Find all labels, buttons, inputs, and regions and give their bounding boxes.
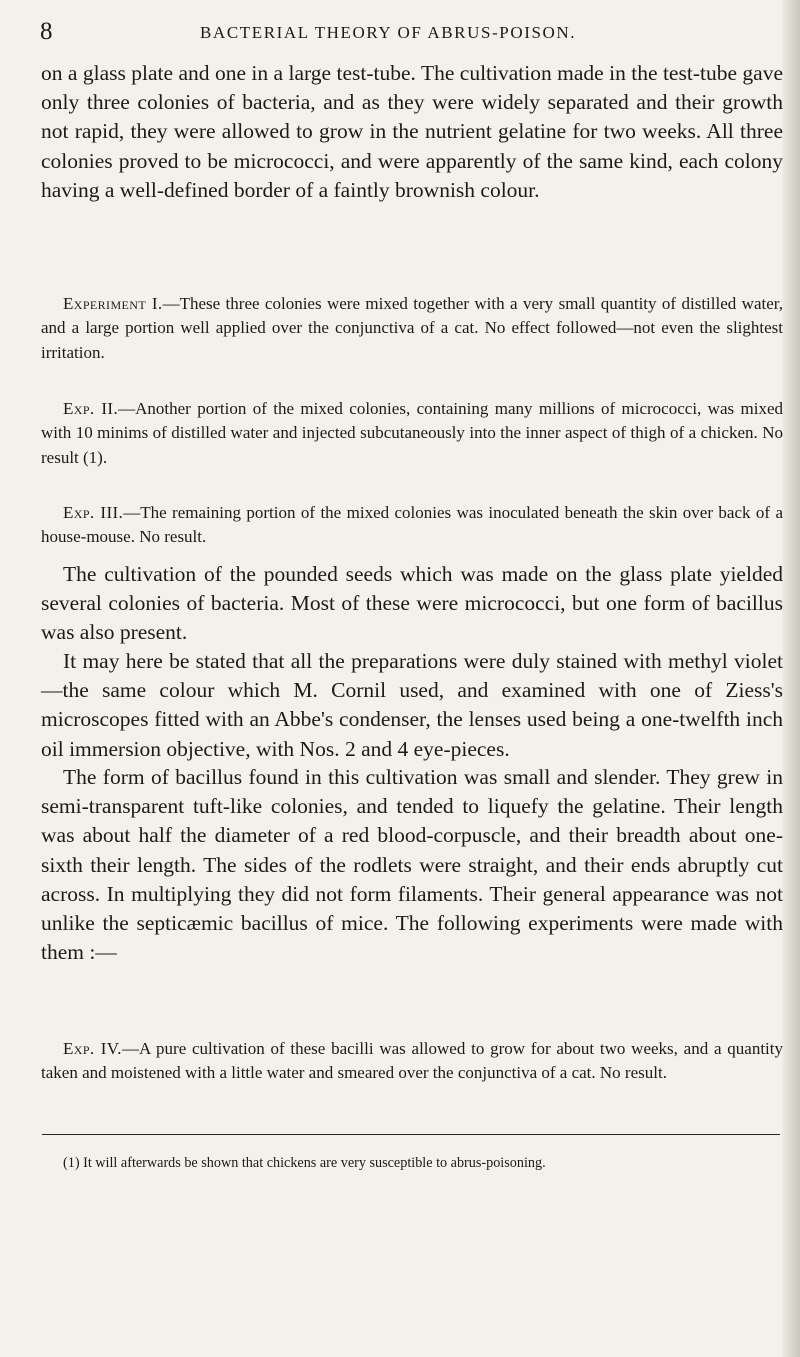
experiment-4-text: —A pure cultivation of these bacilli was allowed to grow for about two weeks, and a quantity taken and moistened with a little water and smeared over the conjunctiva of a cat. No result. bbox=[41, 1039, 783, 1083]
page-number: 8 bbox=[40, 18, 53, 45]
opening-paragraph: on a glass plate and one in a large test-tube. The cultivation made in the test-tube gave only three colonies of bacteria, and as they were widely separated and their growth not rapid, they were allowed to grow in the nutrient gelatine for two weeks. All three colonies proved to be micrococci, and were apparently of the same kind, each colony having a well-defined border of a faintly brownish colour. bbox=[41, 61, 783, 202]
experiment-2-text: —Another portion of the mixed colonies, containing many millions of micrococci, was mixed with 10 minims of distilled water and injected subcutaneously into the inner aspect of thigh of a chicken. No result (1). bbox=[41, 399, 783, 467]
cultivation-paragraph: The cultivation of the pounded seeds which was made on the glass plate yielded several colonies of bacteria. Most of these were micrococci, but one form of bacillus was also present. bbox=[41, 562, 783, 645]
experiment-2 bbox=[41, 397, 783, 470]
experiment-2-label: Exp. II. bbox=[63, 399, 119, 418]
staining-paragraph: It may here be stated that all the preparations were duly stained with methyl violet—the same colour which M. Cornil used, and examined with one of Ziess's microscopes fitted with an Abbe's condenser, the lenses used being a one-twelfth inch oil immersion objective, with Nos. 2 and 4 eye-pieces. bbox=[41, 649, 783, 761]
experiment-1-label: Experiment I. bbox=[63, 294, 163, 313]
footnote-rule bbox=[42, 1134, 780, 1135]
experiment-3-label: Exp. III. bbox=[63, 503, 124, 522]
bacillus-description-paragraph: The form of bacillus found in this cultivation was small and slender. They grew in semi-transparent tuft-like colonies, and tended to liquefy the gelatine. Their length was about half the diameter of a red blood-corpuscle, and their breadth about one-sixth their length. The sides of the rodlets were straight, and their ends abruptly cut across. In multiplying they did not form filaments. Their general appearance was not unlike the septicæmic bacillus of mice. The following experiments were made with them :— bbox=[41, 765, 783, 965]
experiment-3 bbox=[41, 501, 783, 550]
experiment-3-text: —The remaining portion of the mixed colonies was inoculated beneath the skin over back of a house-mouse. No result. bbox=[41, 503, 784, 547]
experiment-1-text: —These three colonies were mixed together with a very small quantity of distilled water, and a large portion well applied over the conjunctiva of a cat. No effect followed—not even the slightest irritation. bbox=[41, 294, 783, 362]
running-head: BACTERIAL THEORY OF ABRUS-POISON. bbox=[200, 23, 577, 42]
page-header bbox=[40, 18, 780, 48]
experiment-1 bbox=[41, 292, 783, 365]
footnote: (1) It will afterwards be shown that chickens are very susceptible to abrus-poisoning. bbox=[63, 1155, 546, 1171]
experiment-4-label: Exp. IV. bbox=[63, 1039, 122, 1058]
experiment-4 bbox=[41, 1037, 783, 1086]
